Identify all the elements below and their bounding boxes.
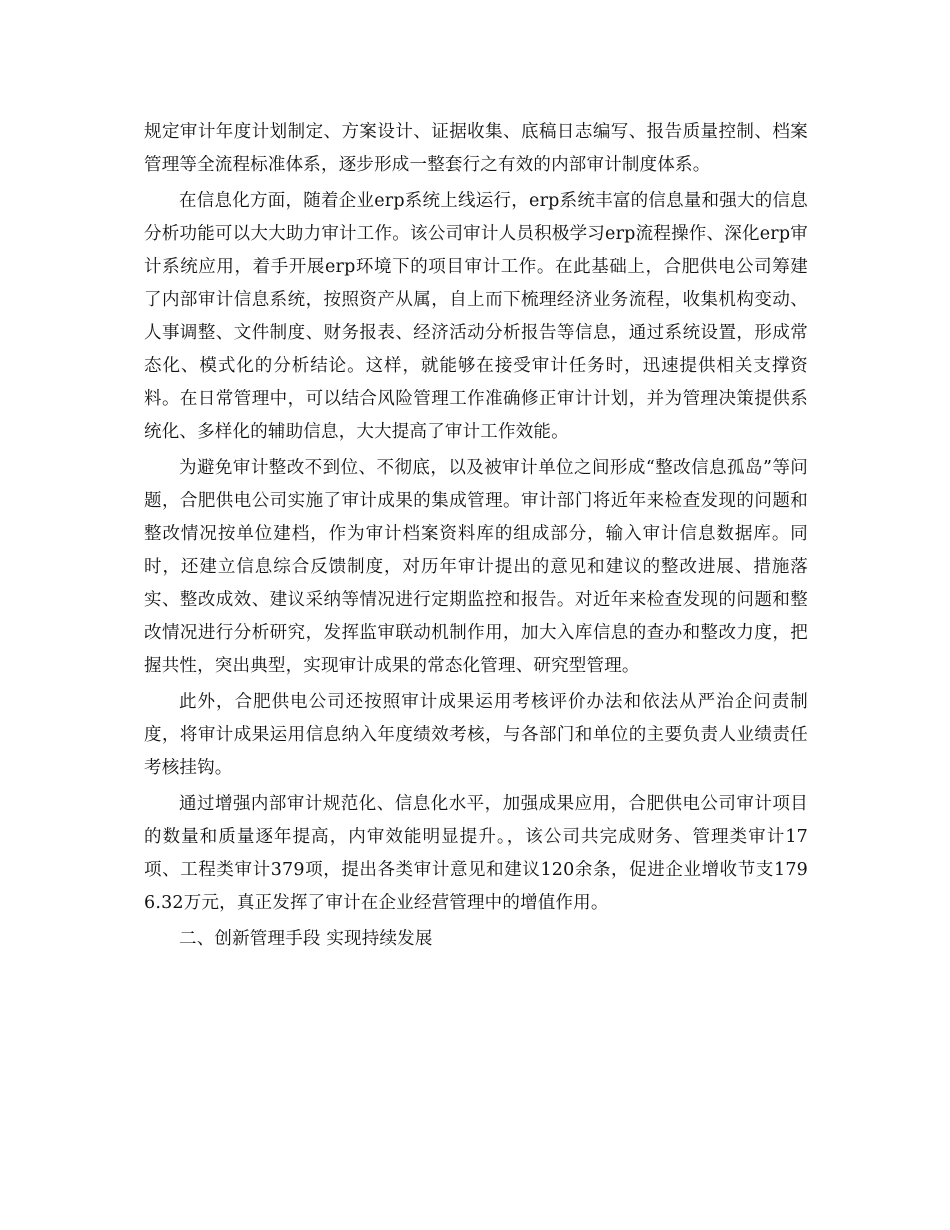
paragraph-continuation: 规定审计年度计划制定、方案设计、证据收集、底稿日志编写、报告质量控制、档案管理等全流程标准体系，逐步形成一整套行之有效的内部审计制度体系。 (144, 122, 808, 175)
paragraph-results: 通过增强内部审计规范化、信息化水平，加强成果应用，合肥供电公司审计项目的数量和质量逐年提高，内审效能明显提升。，该公司共完成财务、管理类审计17项、工程类审计379项，提出各类审计意见和建议120余条，促进企业增收节支1796.32万元，真正发挥了审计在企业经营管理中的增值作用。 (144, 794, 808, 913)
paragraph-informatization: 在信息化方面，随着企业erp系统上线运行，erp系统丰富的信息量和强大的信息分析功能可以大大助力审计工作。该公司审计人员积极学习erp流程操作、深化erp审计系统应用，着手开展erp环境下的项目审计工作。在此基础上，合肥供电公司筹建了内部审计信息系统，按照资产从属，自上而下梳理经济业务流程，收集机构变动、人事调整、文件制度、财务报表、经济活动分析报告等信息，通过系统设置，形成常态化、模式化的分析结论。这样，就能够在接受审计任务时，迅速提供相关支撑资料。在日常管理中，可以结合风险管理工作准确修正审计计划，并为管理决策提供系统化、多样化的辅助信息，大大提高了审计工作效能。 (144, 191, 808, 442)
section-heading: 二、创新管理手段 实现持续发展 (179, 929, 433, 949)
document-body (144, 116, 808, 956)
paragraph-rectification: 为避免审计整改不到位、不彻底，以及被审计单位之间形成“整改信息孤岛”等问题，合肥供电公司实施了审计成果的集成管理。审计部门将近年来检查发现的问题和整改情况按单位建档，作为审计档案资料库的组成部分，输入审计信息数据库。同时，还建立信息综合反馈制度，对历年审计提出的意见和建议的整改进展、措施落实、整改成效、建议采纳等情况进行定期监控和报告。对近年来检查发现的问题和整改情况进行分析研究，发挥监审联动机制作用，加大入库信息的查办和整改力度，把握共性，突出典型，实现审计成果的常态化管理、研究型管理。 (144, 458, 808, 676)
paragraph-assessment: 此外，合肥供电公司还按照审计成果运用考核评价办法和依法从严治企问责制度，将审计成果运用信息纳入年度绩效考核，与各部门和单位的主要负责人业绩责任考核挂钩。 (144, 692, 808, 778)
